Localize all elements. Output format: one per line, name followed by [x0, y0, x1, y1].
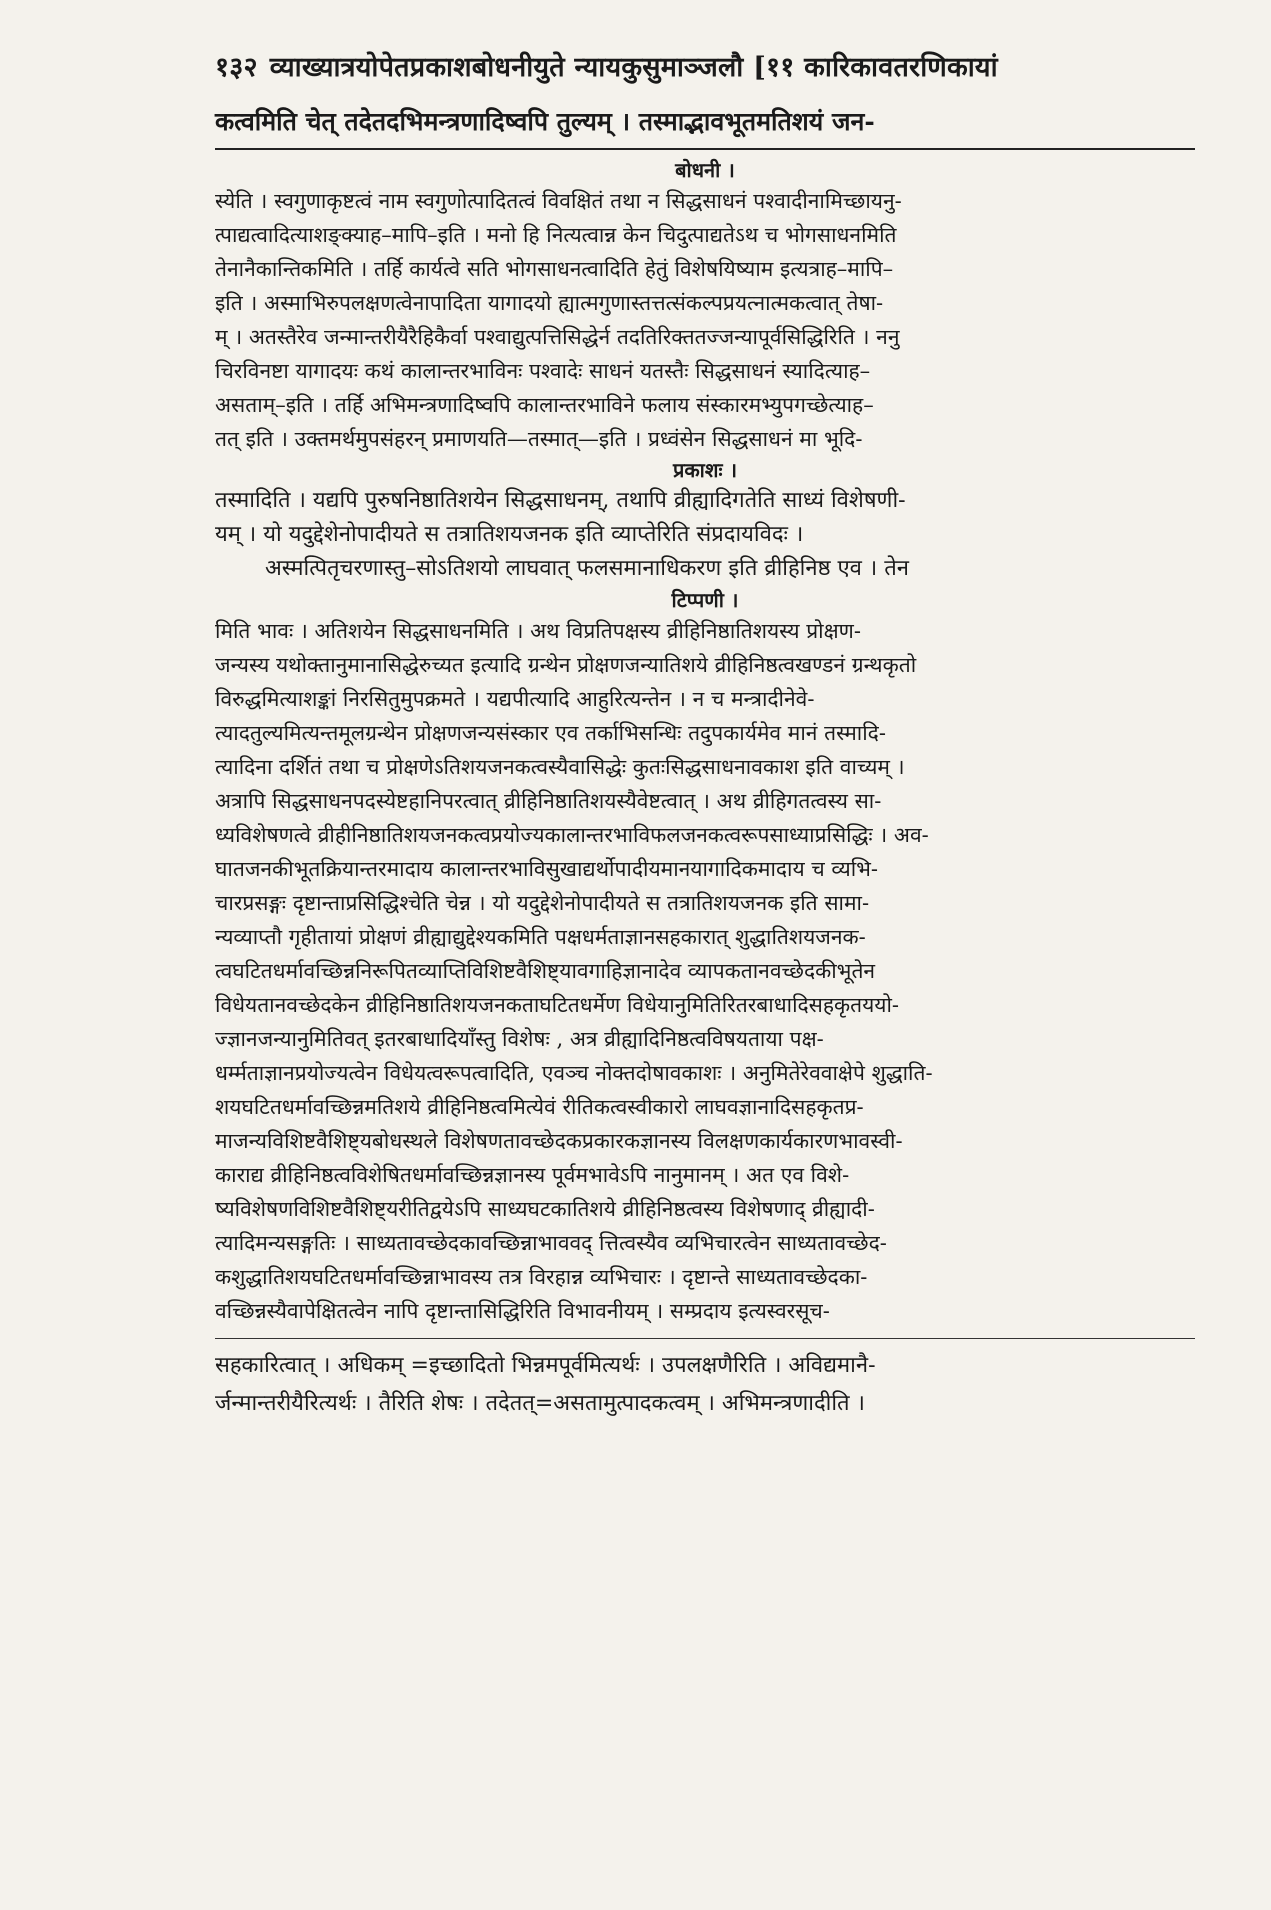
- tippani-line: ध्यविशेषणत्वे व्रीहीनिष्ठातिशयजनकत्वप्रयोज्यकालान्तरभाविफलजनकत्वरूपसाध्याप्रसिद्धिः । अव-: [215, 823, 929, 847]
- tippani-line: ष्यविशेषणविशिष्टवैशिष्ट्यरीतिद्वयेऽपि साध्यघटकातिशये व्रीहिनिष्ठत्वस्य विशेषणाद् व्रीह्यादी-: [215, 1197, 875, 1221]
- tippani-line: त्यादतुल्यमित्यन्तमूलग्रन्थेन प्रोक्षणजन्यसंस्कार एव तर्काभिसन्धिः तदुपकार्यमेव मानं तस्मादि-: [215, 721, 886, 745]
- bodhani-line: तेनानैकान्तिकमिति । तर्हि कार्यत्वे सति भोगसाधनत्वादिति हेतुं विशेषयिष्याम इत्यत्राह–मापि–: [215, 257, 894, 281]
- footnote-divider: [215, 1338, 1195, 1339]
- running-header: [215, 50, 1195, 86]
- tippani-line: ज्ज्ञानजन्यानुमितिवत् इतरबाधादियाँस्तु विशेषः , अत्र व्रीह्यादिनिष्ठत्वविषयताया पक्ष-: [215, 1027, 824, 1051]
- prakasha-line: तस्मादिति । यद्यपि पुरुषनिष्ठातिशयेन सिद्धसाधनम्, तथापि व्रीह्यादिगतेति साध्यं विशेषणी-: [215, 488, 906, 513]
- bodhani-line: स्येति । स्वगुणाकृष्टत्वं नाम स्वगुणोत्पादितत्वं विवक्षितं तथा न सिद्धसाधनं पश्वादीनामिच्छायनु-: [215, 189, 902, 213]
- tippani-line: शयघटितधर्मावच्छिन्नमतिशये व्रीहिनिष्ठत्वमित्येवं रीतिकत्वस्वीकारो लाघवज्ञानादिसहकृतप्र-: [215, 1095, 864, 1119]
- bodhani-line: असताम्–इति । तर्हि अभिमन्त्रणादिष्वपि कालान्तरभाविने फलाय संस्कारमभ्युपगच्छेत्याह–: [215, 393, 874, 417]
- tippani-line: त्वघटितधर्मावच्छिन्ननिरूपितव्याप्तिविशिष्टवैशिष्ट्यावगाहिज्ञानादेव व्यापकतानवच्छेदकीभूतेन: [215, 959, 876, 983]
- page: [215, 50, 1195, 1423]
- main-text: कत्वमिति चेत् तदेतदभिमन्त्रणादिष्वपि तुल्यम् । तस्माद्भावभूतमतिशयं जन-: [215, 107, 875, 136]
- tippani-line: विधेयतानवच्छेदकेन व्रीहिनिष्ठातिशयजनकताघटितधर्मेण विधेयानुमितिरितरबाधादिसहकृतययो-: [215, 993, 900, 1017]
- tippani-line: अत्रापि सिद्धसाधनपदस्येष्टहानिपरत्वात् व्रीहिनिष्ठातिशयस्यैवेष्टत्वात् । अथ व्रीहिगतत्वस्य सा-: [215, 789, 882, 813]
- prakasha-line: यम् । यो यदुद्देशेनोपादीयते स तत्रातिशयजनक इति व्याप्तेरिति संप्रदायविदः ।: [215, 522, 804, 547]
- bodhani-line: चिरविनष्टा यागादयः कथं कालान्तरभाविनः पश्वादेः साधनं यतस्तैः सिद्धसाधनं स्यादित्याह–: [215, 359, 871, 383]
- tippani-line: मिति भावः । अतिशयेन सिद्धसाधनमिति । अथ विप्रतिपक्षस्य व्रीहिनिष्ठातिशयस्य प्रोक्षण-: [215, 619, 861, 643]
- footnote-line: र्जन्मान्तरीयैरित्यर्थः । तैरिति शेषः । तदेतत्=असतामुत्पादकत्वम् । अभिमन्त्रणादीति ।: [215, 1391, 865, 1416]
- tippani-line: कशुद्धातिशयघटितधर्मावच्छिन्नाभावस्य तत्र विरहान्न व्यभिचारः । दृष्टान्ते साध्यतावच्छेदका-: [215, 1265, 868, 1289]
- tippani-line: काराद्य व्रीहिनिष्ठत्वविशेषितधर्मावच्छिन्नज्ञानस्य पूर्वमभावेऽपि नानुमानम् । अत एव विशे-: [215, 1163, 850, 1187]
- bodhani-text: [215, 184, 1195, 456]
- tippani-line: विरुद्धमित्याशङ्कां निरसितुमुपक्रमते । यद्यपीत्यादि आहुरित्यन्तेन । न च मन्त्रादीनेवे-: [215, 687, 815, 711]
- bodhani-line: त्पाद्यत्वादित्याशङ्क्याह–मापि–इति । मनो हि नित्यत्वान्न केन चिदुत्पाद्यतेऽथ च भोगसाधनमिति: [215, 223, 897, 247]
- bodhani-line: इति । अस्माभिरुपलक्षणत्वेनापादिता यागादयो ह्यात्मगुणास्तत्तत्संकल्पप्रयत्नात्मकत्वात् तेषा-: [215, 291, 884, 315]
- footnote-line: सहकारित्वात् । अधिकम् =इच्छादितो भिन्नमपूर्वमित्यर्थः । उपलक्षणैरिति । अविद्यमानै-: [215, 1353, 876, 1378]
- tippani-line: माजन्यविशिष्टवैशिष्ट्यबोधस्थले विशेषणतावच्छेदकप्रकारकज्ञानस्य विलक्षणकार्यकारणभावस्वी-: [215, 1129, 903, 1153]
- tippani-line: जन्यस्य यथोक्तानुमानासिद्धेरुच्यत इत्यादि ग्रन्थेन प्रोक्षणजन्यातिशये व्रीहिनिष्ठत्वखण्डनं ग्रन्थकृतो: [215, 653, 917, 677]
- tippani-title: टिप्पणी ।: [671, 588, 739, 612]
- tippani-line: घातजनकीभूतक्रियान्तरमादाय कालान्तरभाविसुखाद्यर्थोपादीयमानयागादिकमादाय च व्यभि-: [215, 857, 878, 881]
- bodhani-line: तत् इति । उक्तमर्थमुपसंहरन् प्रमाणयति—तस्मात्—इति । प्रध्वंसेन सिद्धसाधनं मा भूदि-: [215, 427, 863, 451]
- tippani-line: वच्छिन्नस्यैवापेक्षितत्वेन नापि दृष्टान्तासिद्धिरिति विभावनीयम् । सम्प्रदाय इत्यस्वरसूच-: [215, 1299, 830, 1323]
- tippani-line: चारप्रसङ्गः दृष्टान्ताप्रसिद्धिश्चेति चेन्न । यो यदुद्देशेनोपादीयते स तत्रातिशयजनक इति सामा-: [215, 891, 870, 915]
- tippani-line: त्यादिना दर्शितं तथा च प्रोक्षणेऽतिशयजनकत्वस्यैवासिद्धेः कुतःसिद्धसाधनावकाश इति वाच्यम् ।: [215, 755, 905, 779]
- page-number: १३२: [215, 52, 258, 83]
- prakasha-title: प्रकाशः ।: [672, 458, 738, 482]
- prakasha-text: [215, 484, 1195, 586]
- prakasha-line: अस्मत्पितृचरणास्तु–सोऽतिशयो लाघवात् फलसमानाधिकरण इति व्रीहिनिष्ठ एव । तेन: [265, 556, 909, 581]
- divider: [215, 148, 1195, 150]
- running-title: व्याख्यात्रयोपेतप्रकाशबोधनीयुते न्यायकुसुमाञ्जलौ [११ कारिकावतरणिकायां: [269, 52, 998, 83]
- tippani-line: न्यव्याप्तौ गृहीतायां प्रोक्षणं व्रीह्याद्युद्देश्यकमिति पक्षधर्मताज्ञानसहकारात् शुद्धातिशयजनक-: [215, 925, 866, 949]
- tippani-line: धर्म्मताज्ञानप्रयोज्यत्वेन विधेयत्वरूपत्वादिति, एवञ्च नोक्तदोषावकाशः । अनुमितेरेववाक्षेपे शुद्धाति-: [215, 1061, 933, 1085]
- footnotes: [215, 1347, 1195, 1423]
- bodhani-line: म् । अतस्तैरेव जन्मान्तरीयैरैहिकैर्वा पश्वाद्युत्पत्तिसिद्धेर्न तदतिरिक्ततज्जन्यापूर्वसिद्धिरिति । ननु: [215, 325, 900, 349]
- tippani-line: त्यादिमन्यसङ्गतिः । साध्यतावच्छेदकावच्छिन्नाभाववद् त्तित्वस्यैव व्यभिचारत्वेन साध्यतावच्छेद-: [215, 1231, 887, 1255]
- tippani-text: [215, 614, 1195, 1328]
- bodhani-title: बोधनी ।: [675, 158, 735, 182]
